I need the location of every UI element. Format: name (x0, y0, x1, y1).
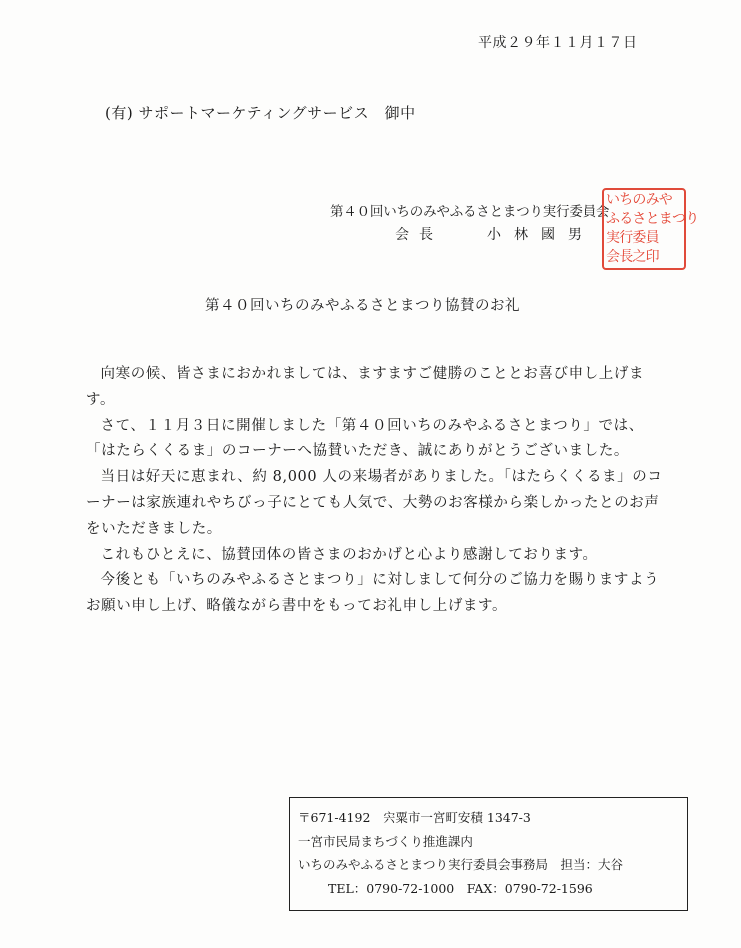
body-paragraph: これもひとえに、協賛団体の皆さまのおかげと心より感謝しております。 (100, 546, 598, 563)
contact-phone-fax: TEL：0790-72-1000 FAX：0790-72-1596 (328, 880, 593, 896)
contact-department: 一宮市民局まちづくり推進課内 (298, 833, 473, 849)
sender-signature-line (395, 224, 595, 244)
seal-line-1: いちのみや (606, 192, 672, 208)
official-seal-stamp (602, 188, 699, 270)
seal-line-3: 実行委員 (606, 230, 659, 246)
sender-name: 小林國男 (487, 227, 595, 243)
contact-box (289, 797, 688, 911)
letter-date: 平成２９年１１月１７日 (478, 35, 638, 51)
body-paragraph: 今後とも「いちのみやふるさとまつり」に対しまして何分のご協力を賜りますようお願い申し上げ、略儀ながら書中をもってお礼申し上げます。 (86, 572, 660, 615)
letter-body (86, 362, 666, 620)
body-paragraph: 当日は好天に恵まれ、約 8,000 人の来場者がありました。「はたらくくるま」のコーナーは家族連れやちびっ子にとても人気で、大勢のお客様から楽しかったとのお声をいただきました。 (86, 469, 663, 537)
seal-line-4: 会長之印 (606, 249, 659, 265)
recipient-line: (有) サポートマーケティングサービス 御中 (105, 104, 416, 122)
seal-line-2: ふるさとまつり (606, 211, 699, 227)
body-paragraph: さて、１１月３日に開催しました「第４０回いちのみやふるさとまつり」では、「はたらくくるま」のコーナーへ協賛いただき、誠にありがとうございました。 (86, 417, 644, 460)
contact-office: いちのみやふるさとまつり実行委員会事務局 担当：大谷 (298, 857, 624, 872)
letter-title: 第４０回いちのみやふるさとまつり協賛のお礼 (205, 298, 520, 314)
contact-address: 〒671-4192 宍粟市一宮町安積 1347-3 (298, 810, 531, 825)
sender-role: 会長 (395, 227, 443, 243)
body-paragraph: 向寒の候、皆さまにおかれましては、ますますご健勝のこととお喜び申し上げます。 (86, 366, 645, 408)
sender-organization: 第４０回いちのみやふるさとまつり実行委員会 (330, 204, 610, 220)
